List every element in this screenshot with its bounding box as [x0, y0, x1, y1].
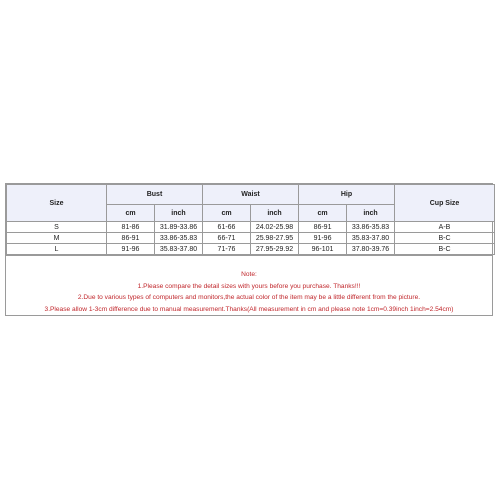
waist-header: Waist: [203, 185, 299, 205]
table-row: [7, 222, 495, 233]
hip-inch-header: inch: [347, 205, 395, 222]
hip-cm-header: cm: [299, 205, 347, 222]
hip-inch-cell: 33.86-35.83: [347, 222, 395, 233]
waist-cm-cell: 66-71: [203, 233, 251, 244]
size-chart: [5, 183, 493, 316]
notes-section: [6, 255, 492, 315]
cup-cell: A-B: [395, 222, 495, 233]
hip-cm-cell: 96-101: [299, 244, 347, 255]
cup-cell: B-C: [395, 244, 495, 255]
cup-size-header: Cup Size: [395, 185, 495, 222]
size-table: [6, 184, 495, 255]
waist-inch-cell: 24.02-25.98: [251, 222, 299, 233]
waist-inch-header: inch: [251, 205, 299, 222]
bust-cm-header: cm: [107, 205, 155, 222]
size-cell: S: [7, 222, 107, 233]
notes-title: Note:: [241, 271, 257, 278]
header-row: [7, 185, 495, 205]
note-line: 1.Please compare the detail sizes with yours before you purchase. Thanks!!!: [137, 282, 361, 290]
hip-header: Hip: [299, 185, 395, 205]
hip-inch-cell: 35.83-37.80: [347, 233, 395, 244]
hip-inch-cell: 37.80-39.76: [347, 244, 395, 255]
bust-header: Bust: [107, 185, 203, 205]
size-header: Size: [7, 185, 107, 222]
size-cell: M: [7, 233, 107, 244]
waist-inch-cell: 27.95-29.92: [251, 244, 299, 255]
bust-inch-cell: 35.83-37.80: [155, 244, 203, 255]
hip-cm-cell: 91-96: [299, 233, 347, 244]
bust-inch-header: inch: [155, 205, 203, 222]
note-line: 2.Due to various types of computers and monitors,the actual color of the item may be a little different from the picture.: [77, 294, 421, 301]
table-row: [7, 244, 495, 255]
waist-cm-cell: 71-76: [203, 244, 251, 255]
size-cell: L: [7, 244, 107, 255]
hip-cm-cell: 86-91: [299, 222, 347, 233]
bust-inch-cell: 31.89-33.86: [155, 222, 203, 233]
waist-cm-header: cm: [203, 205, 251, 222]
bust-cm-cell: 91-96: [107, 244, 155, 255]
note-line: 3.Please allow 1-3cm difference due to manual measurement.Thanks(All measurement in cm and please note 1cm=0.39inch 1inch=2.54cm): [44, 305, 454, 313]
waist-inch-cell: 25.98-27.95: [251, 233, 299, 244]
cup-cell: B-C: [395, 233, 495, 244]
waist-cm-cell: 61-66: [203, 222, 251, 233]
bust-inch-cell: 33.86-35.83: [155, 233, 203, 244]
bust-cm-cell: 81-86: [107, 222, 155, 233]
table-row: [7, 233, 495, 244]
bust-cm-cell: 86-91: [107, 233, 155, 244]
